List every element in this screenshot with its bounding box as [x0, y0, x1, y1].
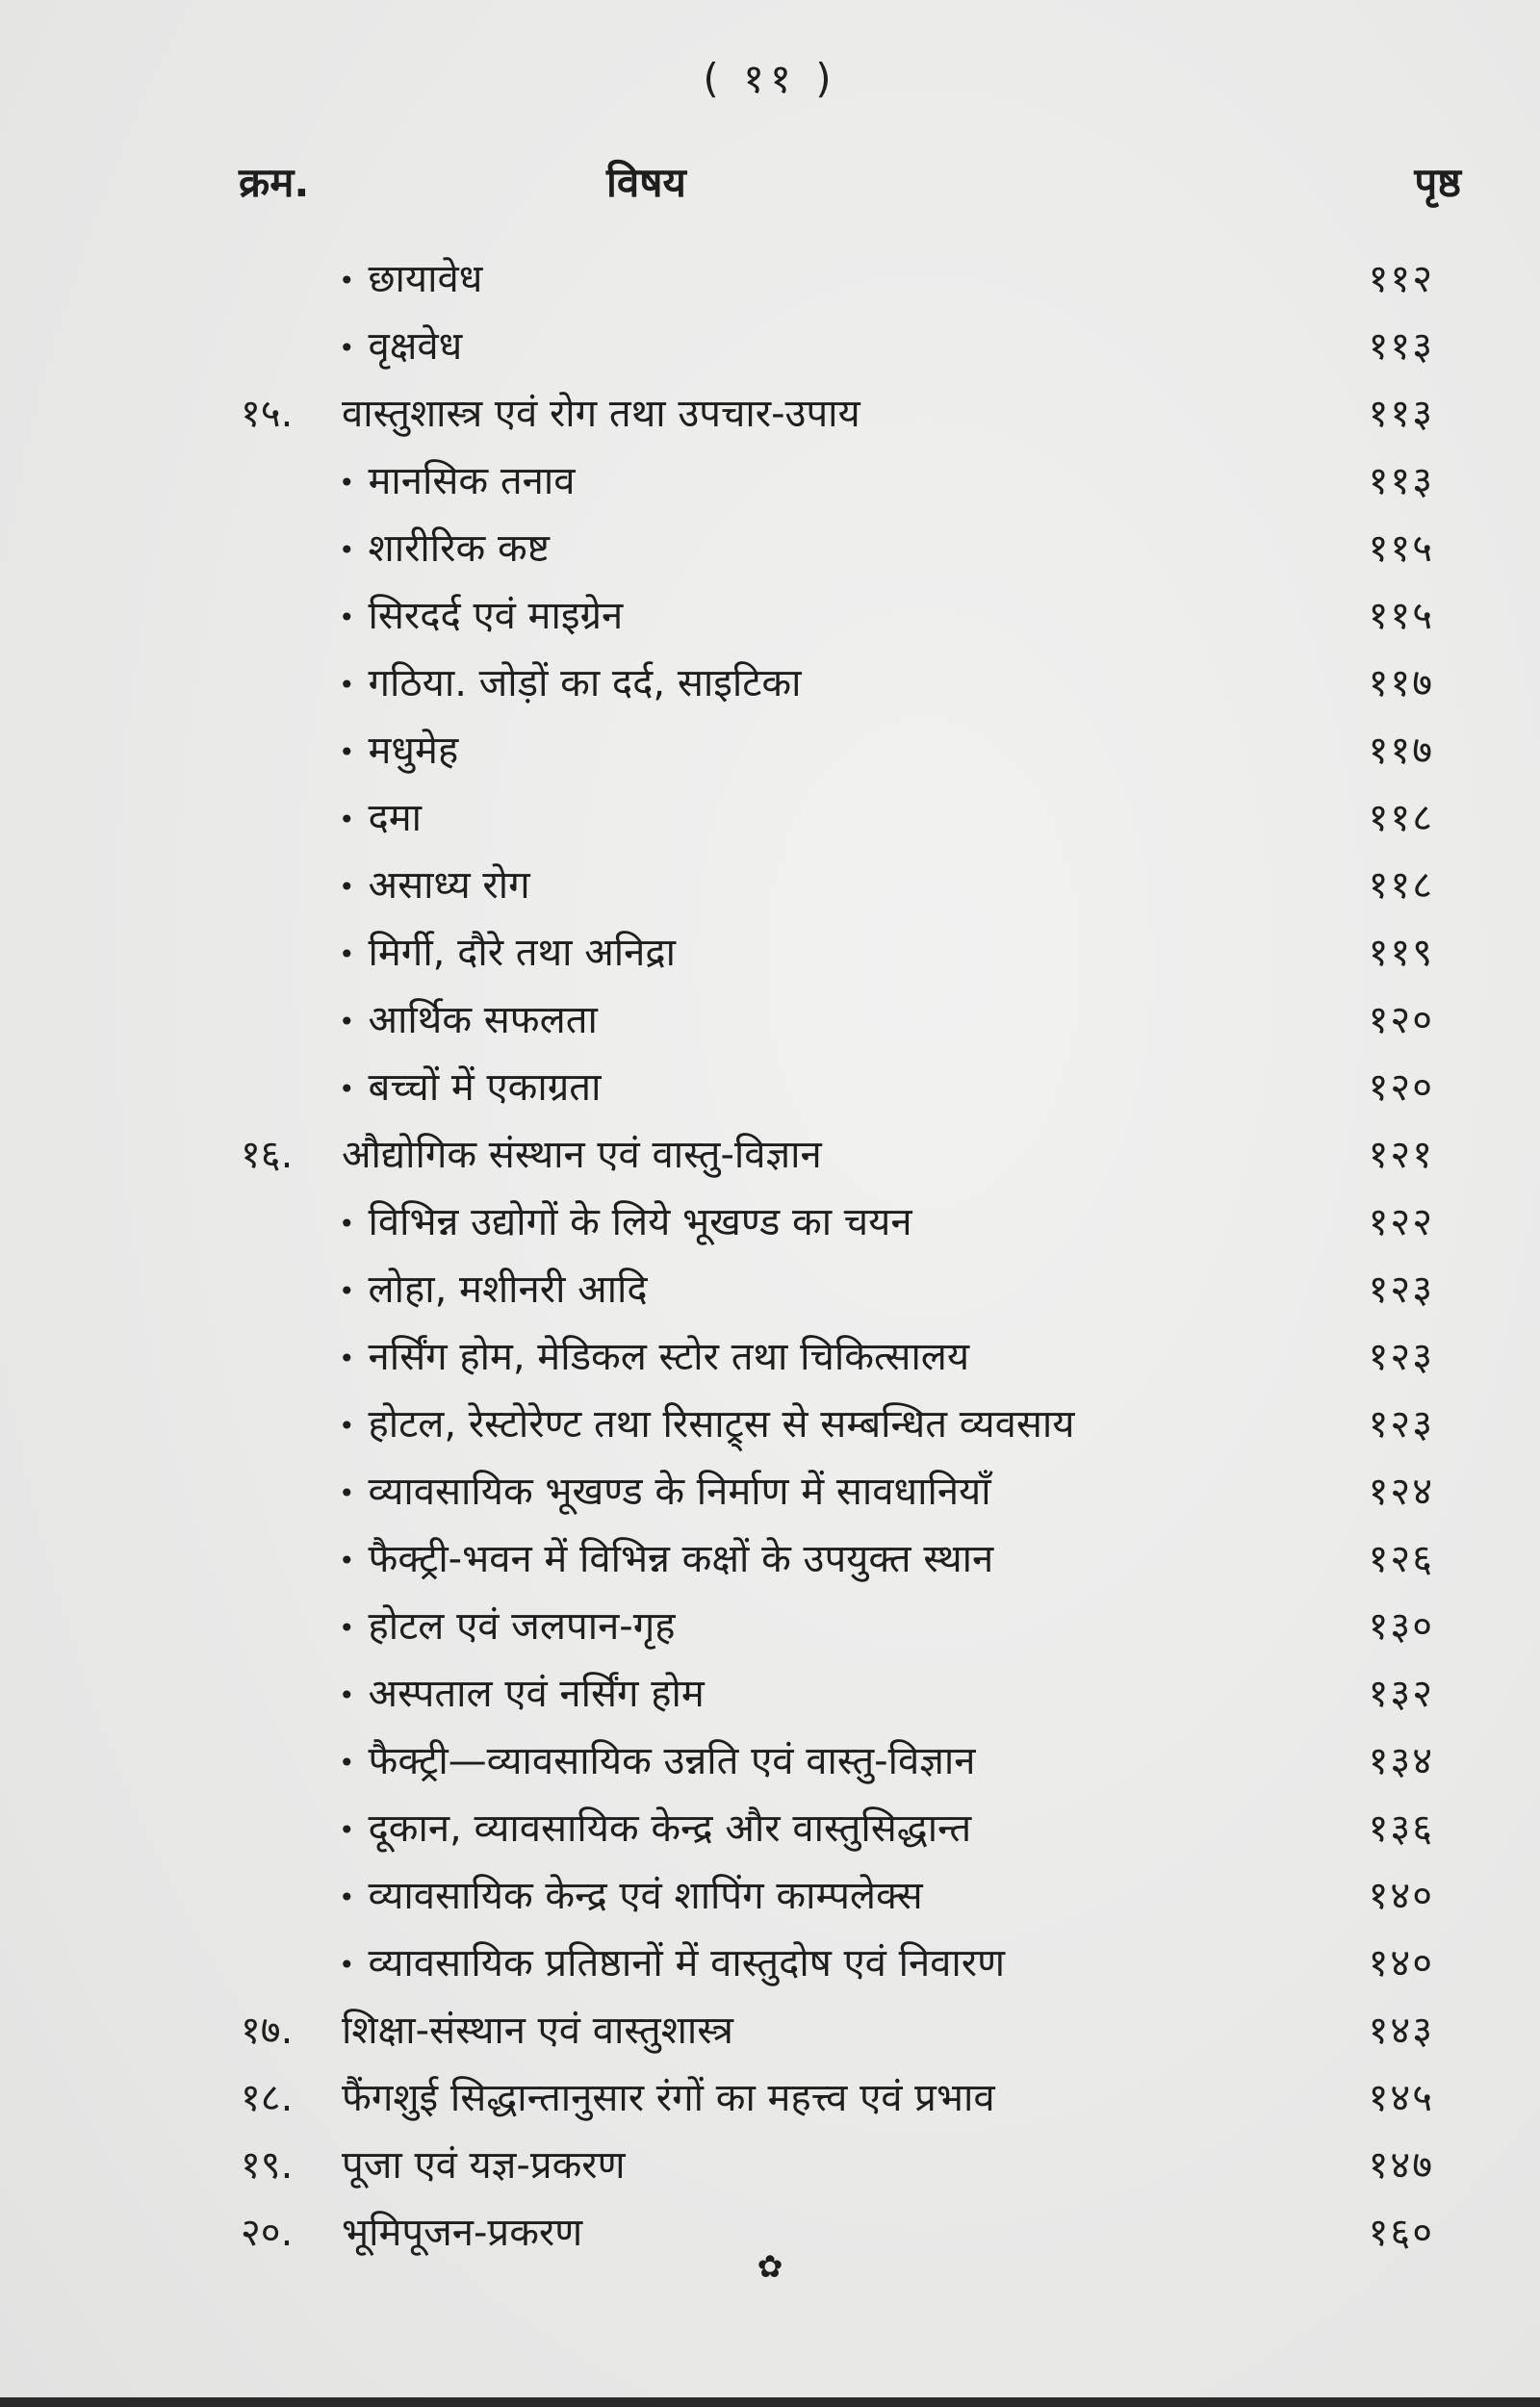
page-reference: ११२ [1368, 257, 1434, 301]
toc-subtopic-row [0, 515, 1540, 582]
entry-label-text: दूकान, व्यावसायिक केन्द्र और वास्तुसिद्धान्त [368, 1806, 972, 1851]
page-reference: ११८ [1368, 796, 1434, 840]
chapter-title [342, 2064, 995, 2132]
entry-label-text: फैक्ट्री-भवन में विभिन्न कक्षों के उपयुक्त स्थान [368, 1537, 994, 1581]
subtopic-title [339, 1660, 705, 1729]
subtopic-title [339, 245, 482, 315]
page-reference: ११७ [1368, 661, 1434, 705]
subtopic-title [339, 1458, 991, 1527]
toc-subtopic-row [0, 1323, 1540, 1391]
page-reference: ११३ [1368, 324, 1434, 369]
table-of-contents [0, 245, 1540, 2266]
entry-label-text: शिक्षा-संस्थान एवं वास्तुशास्त्र [342, 2009, 733, 2053]
toc-subtopic-row [0, 1593, 1540, 1660]
entry-label-text: भूमिपूजन-प्रकरण [342, 2211, 583, 2255]
entry-label-text: फैक्ट्री—व्यावसायिक उन्नति एवं वास्तु-विज्ञान [368, 1739, 976, 1783]
chapter-title [342, 380, 860, 448]
page-reference: १२० [1368, 1065, 1434, 1110]
bullet-icon: • [339, 736, 355, 768]
subtopic-title [339, 717, 458, 786]
subtopic-title [339, 515, 550, 584]
page-reference: १२१ [1368, 1133, 1434, 1177]
toc-subtopic-row [0, 717, 1540, 784]
subtopic-title [339, 784, 422, 854]
page-reference: १२० [1368, 998, 1434, 1042]
toc-subtopic-row [0, 582, 1540, 650]
toc-subtopic-row [0, 1795, 1540, 1862]
page-reference: ११३ [1368, 392, 1434, 436]
bullet-icon: • [339, 1612, 355, 1644]
chapter-title [342, 1997, 733, 2064]
subtopic-title [339, 1930, 1005, 1999]
bullet-icon: • [339, 265, 355, 296]
subtopic-title [339, 448, 575, 517]
page-reference: ११८ [1368, 863, 1434, 908]
toc-subtopic-row [0, 1660, 1540, 1728]
toc-subtopic-row [0, 784, 1540, 852]
page-bottom-edge [0, 2397, 1540, 2407]
chapter-number: १८. [241, 2076, 294, 2120]
toc-subtopic-row [0, 852, 1540, 919]
toc-chapter-row [0, 1121, 1540, 1189]
entry-label-text: औद्योगिक संस्थान एवं वास्तु-विज्ञान [342, 1133, 822, 1177]
bullet-icon: • [339, 1073, 355, 1105]
subtopic-title [339, 1862, 923, 1932]
entry-label-text: व्यावसायिक भूखण्ड के निर्माण में सावधानियाँ [368, 1470, 991, 1514]
toc-chapter-row [0, 2132, 1540, 2199]
toc-subtopic-row [0, 1054, 1540, 1121]
bullet-icon: • [339, 332, 355, 364]
subtopic-title [339, 1054, 601, 1123]
page-reference: १३० [1368, 1604, 1434, 1649]
page-reference: १२४ [1368, 1470, 1434, 1514]
toc-subtopic-row [0, 245, 1540, 313]
subtopic-title [339, 1256, 648, 1325]
entry-label-text: अस्पताल एवं नर्सिंग होम [368, 1672, 705, 1716]
subtopic-title [339, 1525, 993, 1595]
bullet-icon: • [339, 1545, 355, 1576]
page-number: ( ११ ) [703, 55, 837, 102]
entry-label-text: नर्सिंग होम, मेडिकल स्टोर तथा चिकित्सालय [368, 1335, 970, 1379]
bullet-icon: • [339, 1882, 355, 1913]
page-reference: १४७ [1368, 2143, 1434, 2188]
entry-label-text: सिरदर्द एवं माइग्रेन [368, 594, 624, 638]
entry-label-text: असाध्य रोग [368, 863, 530, 908]
subtopic-title [339, 582, 623, 652]
page-reference: ११९ [1368, 931, 1434, 975]
page-reference: १३२ [1368, 1672, 1434, 1716]
entry-label-text: होटल, रेस्टोरेण्ट तथा रिसाट्र्स से सम्बन्धित व्यवसाय [368, 1402, 1075, 1447]
entry-label-text: फैंगशुई सिद्धान्तानुसार रंगों का महत्त्व एवं प्रभाव [342, 2076, 995, 2120]
entry-label-text: वास्तुशास्त्र एवं रोग तथा उपचार-उपाय [342, 392, 860, 436]
page-reference: १४३ [1368, 2009, 1434, 2053]
page-reference: १४० [1368, 1941, 1434, 1985]
entry-label-text: शारीरिक कष्ट [368, 526, 551, 571]
toc-subtopic-row [0, 1525, 1540, 1593]
entry-label-text: आर्थिक सफलता [368, 998, 598, 1042]
bullet-icon: • [339, 1006, 355, 1037]
subtopic-title [339, 1728, 975, 1797]
entry-label-text: विभिन्न उद्योगों के लिये भूखण्ड का चयन [368, 1200, 912, 1244]
page-reference: १२२ [1368, 1200, 1434, 1244]
entry-label-text: गठिया. जोड़ों का दर्द, साइटिका [368, 661, 802, 705]
entry-label-text: मिर्गी, दौरे तथा अनिद्रा [368, 931, 676, 975]
bullet-icon: • [339, 1410, 355, 1442]
toc-subtopic-row [0, 919, 1540, 986]
toc-subtopic-row [0, 1256, 1540, 1323]
chapter-title [342, 2132, 626, 2199]
bullet-icon: • [339, 1343, 355, 1374]
page-reference: १२३ [1368, 1268, 1434, 1312]
toc-subtopic-row [0, 1189, 1540, 1256]
toc-subtopic-row [0, 1391, 1540, 1458]
bullet-icon: • [339, 1679, 355, 1711]
page-reference: १३६ [1368, 1806, 1434, 1851]
subtopic-title [339, 1795, 971, 1864]
bullet-icon: • [339, 938, 355, 970]
bullet-icon: • [339, 669, 355, 701]
header-topic: विषय [606, 159, 686, 206]
chapter-title [342, 2199, 582, 2266]
bullet-icon: • [339, 1477, 355, 1509]
toc-subtopic-row [0, 1862, 1540, 1930]
toc-subtopic-row [0, 1458, 1540, 1525]
page-reference: ११५ [1368, 526, 1434, 571]
bullet-icon: • [339, 804, 355, 835]
entry-label-text: मधुमेह [368, 729, 459, 773]
toc-chapter-row [0, 1997, 1540, 2064]
chapter-number: १७. [241, 2009, 294, 2053]
bullet-icon: • [339, 1747, 355, 1779]
bullet-icon: • [339, 1275, 355, 1307]
chapter-number: १५. [241, 392, 294, 436]
bullet-icon: • [339, 602, 355, 633]
bullet-icon: • [339, 1949, 355, 1981]
toc-subtopic-row [0, 650, 1540, 717]
page-reference: १६० [1368, 2211, 1434, 2255]
bullet-icon: • [339, 467, 355, 499]
entry-label-text: मानसिक तनाव [368, 459, 576, 503]
header-serial: क्रम. [239, 159, 310, 206]
entry-label-text: बच्चों में एकाग्रता [368, 1065, 602, 1110]
toc-subtopic-row [0, 986, 1540, 1054]
page-reference: १२३ [1368, 1335, 1434, 1379]
subtopic-title [339, 1323, 969, 1393]
toc-chapter-row [0, 2064, 1540, 2132]
toc-subtopic-row [0, 1728, 1540, 1795]
subtopic-title [339, 313, 462, 382]
entry-label-text: वृक्षवेध [368, 324, 463, 369]
subtopic-title [339, 1593, 675, 1662]
page-reference: ११७ [1368, 729, 1434, 773]
entry-label-text: दमा [368, 796, 423, 840]
entry-label-text: व्यावसायिक प्रतिष्ठानों में वास्तुदोष एवं निवारण [368, 1941, 1006, 1985]
page-reference: १४५ [1368, 2076, 1434, 2120]
toc-subtopic-row [0, 448, 1540, 515]
entry-label-text: होटल एवं जलपान-गृह [368, 1604, 676, 1649]
chapter-number: २०. [241, 2211, 294, 2255]
entry-label-text: पूजा एवं यज्ञ-प्रकरण [342, 2143, 626, 2188]
subtopic-title [339, 919, 676, 988]
subtopic-title [339, 650, 801, 719]
chapter-number: १६. [241, 1133, 294, 1177]
entry-label-text: व्यावसायिक केन्द्र एवं शापिंग काम्पलेक्स [368, 1874, 923, 1918]
bullet-icon: • [339, 1208, 355, 1240]
flower-ornament-icon: ✿ [757, 2248, 783, 2285]
page-reference: १२३ [1368, 1402, 1434, 1447]
page-reference: १३४ [1368, 1739, 1434, 1783]
subtopic-title [339, 1391, 1074, 1460]
subtopic-title [339, 852, 530, 921]
bullet-icon: • [339, 871, 355, 903]
toc-subtopic-row [0, 1930, 1540, 1997]
entry-label-text: छायावेध [368, 257, 483, 301]
toc-chapter-row [0, 380, 1540, 448]
toc-subtopic-row [0, 313, 1540, 380]
bullet-icon: • [339, 1814, 355, 1846]
entry-label-text: लोहा, मशीनरी आदि [368, 1268, 648, 1312]
bullet-icon: • [339, 534, 355, 566]
subtopic-title [339, 986, 598, 1056]
toc-header [0, 154, 1540, 221]
page-reference: ११३ [1368, 459, 1434, 503]
page-reference: १२६ [1368, 1537, 1434, 1581]
header-page: पृष्ठ [1414, 159, 1461, 206]
page-reference: ११५ [1368, 594, 1434, 638]
page-reference: १४० [1368, 1874, 1434, 1918]
chapter-title [342, 1121, 822, 1189]
chapter-number: १९. [241, 2143, 294, 2188]
subtopic-title [339, 1189, 912, 1258]
